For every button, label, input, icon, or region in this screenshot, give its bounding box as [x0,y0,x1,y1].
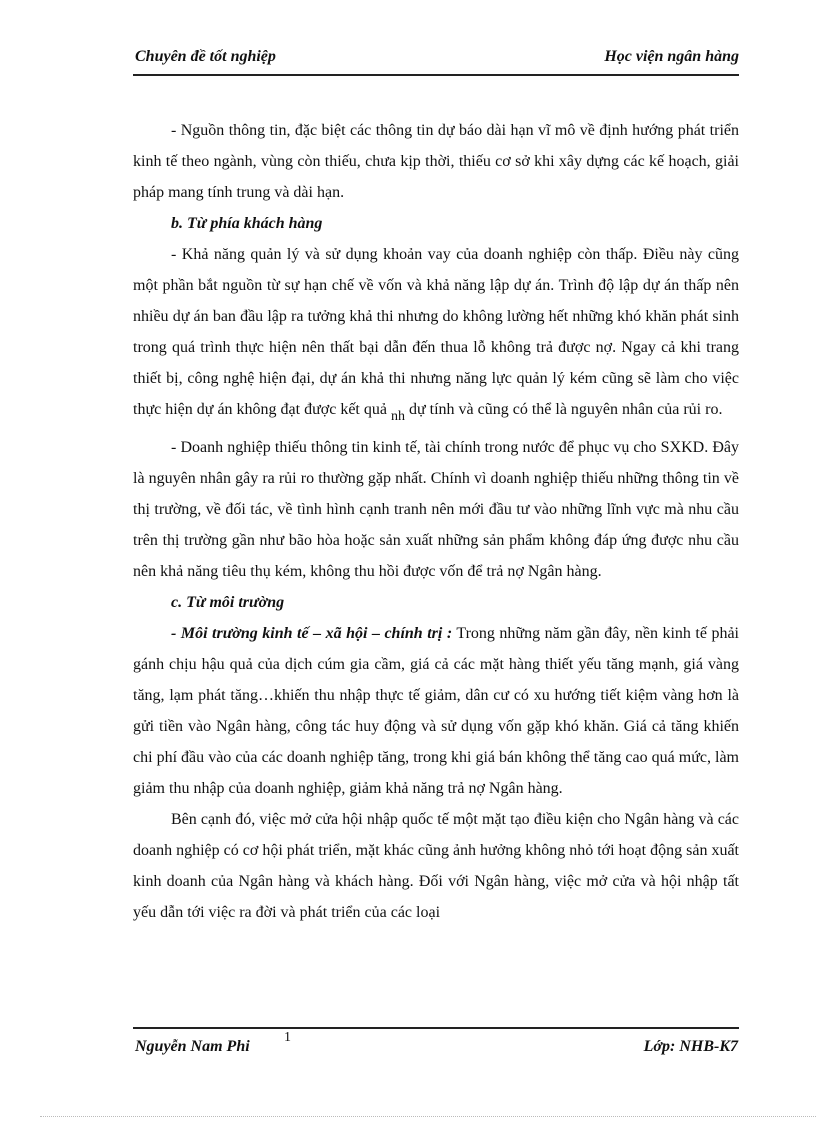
footer-author: Nguyễn Nam Phi [135,1038,250,1055]
section-heading-environment: c. Từ môi trường [171,594,285,611]
page-edge-divider [40,1116,816,1117]
page-header [133,46,739,76]
paragraph-information-source: - Nguồn thông tin, đặc biệt các thông tin dự báo dài hạn vĩ mô về định hướng phát triển kinh tế theo ngành, vùng còn thiếu, chưa kịp thời, thiếu cơ sở khi xây dựng các kế hoạch, giải pháp mang tính trung và dài hạn. [133,122,739,201]
paragraph-lack-of-information: - Doanh nghiệp thiếu thông tin kinh tế, tài chính trong nước để phục vụ cho SXKD. Đây là nguyên nhân gây ra rủi ro thường gặp nhất. Chính vì doanh nghiệp thiếu những thông tin về thị trường, về đối tác, về tình hình cạnh tranh nên mới đầu tư vào những lĩnh vực mà nhu cầu trên thị trường gần như bão hòa hoặc sản xuất những sản phẩm không đáp ứng được nhu cầu nên khả năng tiêu thụ kém, không thu hồi được vốn để trả nợ Ngân hàng. [133,439,739,580]
paragraph-integration: Bên cạnh đó, việc mở cửa hội nhập quốc tế một mặt tạo điều kiện cho Ngân hàng và các doanh nghiệp có cơ hội phát triển, mặt khác cũng ảnh hưởng không nhỏ tới hoạt động sản xuất kinh doanh của Ngân hàng và khách hàng. Đối với Ngân hàng, việc mở cửa và hội nhập tất yếu dẫn tới việc ra đời và phát triển của các loại [133,811,739,921]
paragraph-lead-in: - Môi trường kinh tế – xã hội – chính trị : [171,625,453,642]
paragraph-text: - Khả năng quản lý và sử dụng khoản vay của doanh nghiệp còn thấp. Điều này cũng một phần bắt nguồn từ sự hạn chế về vốn và khả năng lập dự án. Trình độ lập dự án thấp nên nhiều dự án ban đầu lập ra tưởng khả thi nhưng do không lường hết những khó khăn phát sinh trong quá trình thực hiện nên thất bại dẫn đến thua lỗ không trả được nợ. Ngay cả khi trang thiết bị, công nghệ hiện đại, dự án khả thi nhưng năng lực quản lý kém cũng sẽ làm cho việc thực hiện dự án không đạt được kết quả [133,246,739,418]
header-institution: Học viện ngân hàng [604,48,739,65]
paragraph-text: Trong những năm gần đây, nền kinh tế phải gánh chịu hậu quả của dịch cúm gia cầm, giá cả các mặt hàng thiết yếu tăng mạnh, giá vàng tăng, lạm phát tăng…khiến thu nhập thực tế giảm, dân cư có xu hướng tiết kiệm vàng hơn là gửi tiền vào Ngân hàng, công tác huy động và sử dụng vốn gặp khó khăn. Giá cả tăng khiến chi phí đầu vào của các doanh nghiệp tăng, trong khi giá bán không thể tăng cao quá mức, làm giảm thu nhập của doanh nghiệp, giảm khả năng trả nợ Ngân hàng. [133,625,739,797]
page-number: 1 [284,1030,291,1045]
paragraph-text: dự tính và cũng có thể là nguyên nhân của rủi ro. [404,401,723,418]
subscript-fragment: nh [390,409,405,424]
paragraph-economic-environment [133,618,739,804]
footer-divider [133,1027,739,1029]
section-heading-customer: b. Từ phía khách hàng [171,215,323,232]
paragraph-management-capacity [133,239,739,432]
header-document-type: Chuyên đề tốt nghiệp [135,48,276,65]
document-body [133,115,739,928]
footer-class: Lớp: NHB-K7 [643,1038,738,1055]
